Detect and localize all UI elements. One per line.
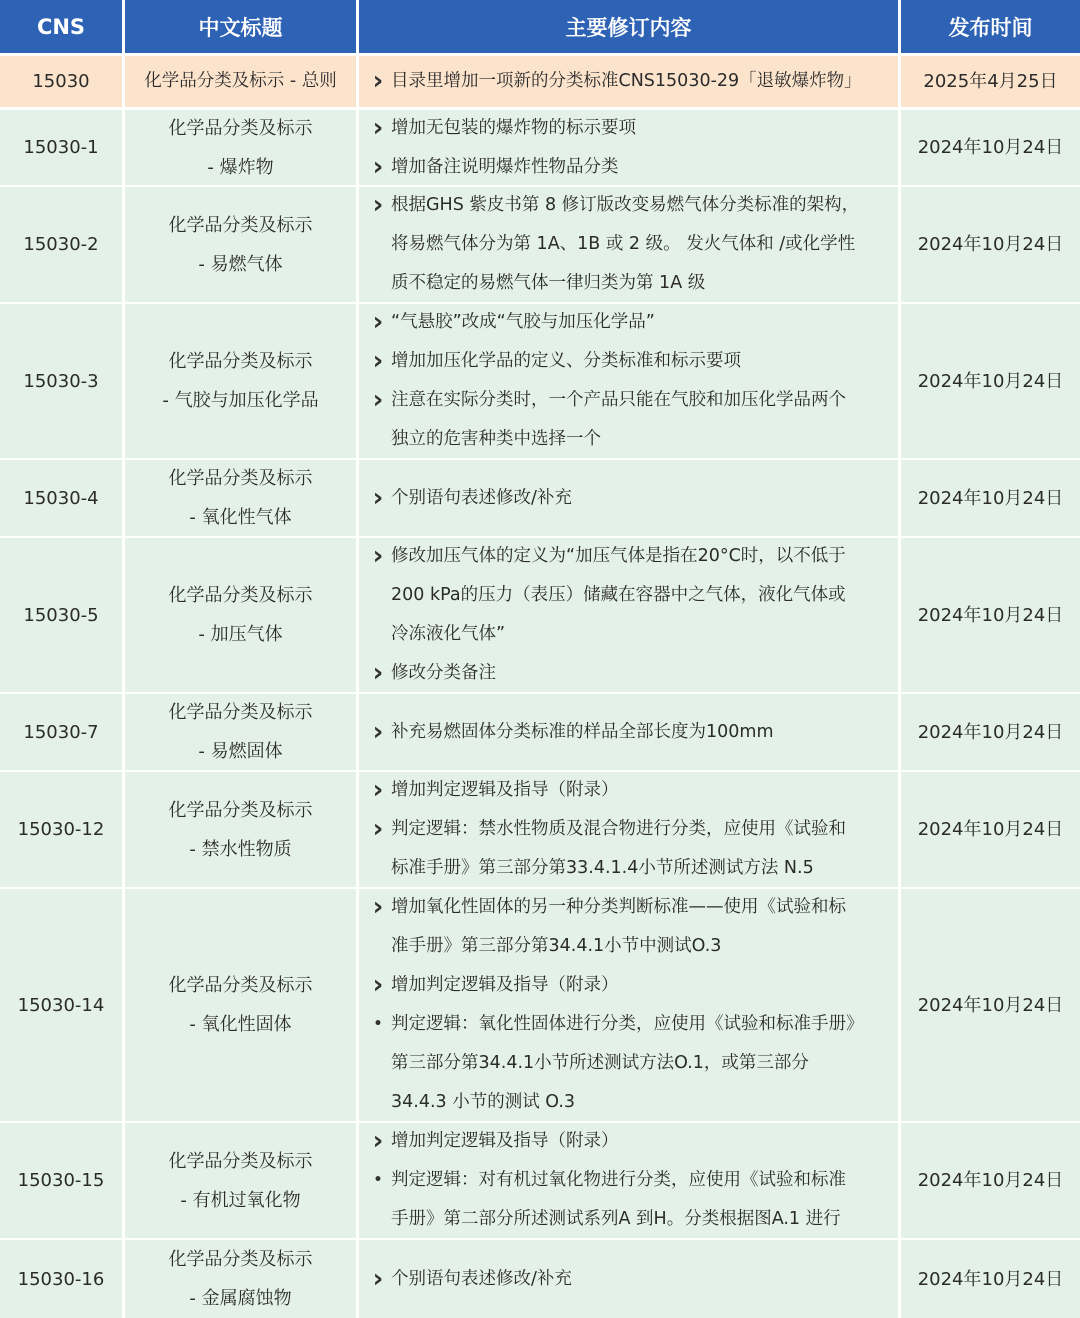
title-line: 化学品分类及标示 — [168, 214, 313, 236]
title-cell — [125, 772, 356, 887]
table-row — [0, 110, 1080, 185]
table-header — [0, 0, 1080, 53]
revision-item-text: 增加备注说明爆炸性物品分类 — [391, 156, 619, 177]
chevron-right-icon: › — [372, 1263, 384, 1294]
table-row — [0, 772, 1080, 887]
revision-content-cell — [359, 110, 898, 185]
release-date-cell: 2024年10月24日 — [901, 772, 1080, 887]
revision-item — [365, 186, 898, 303]
revision-item — [365, 810, 898, 888]
title-cell — [125, 1240, 356, 1318]
chevron-right-icon: › — [372, 151, 384, 182]
table-row — [0, 56, 1080, 107]
revision-content-cell — [359, 304, 898, 458]
revision-item — [365, 966, 898, 1005]
chevron-right-icon: › — [372, 346, 384, 376]
chevron-right-icon: › — [372, 658, 384, 688]
revision-content-cell — [359, 187, 898, 302]
cns-cell: 15030-7 — [0, 694, 122, 770]
title-line: - 爆炸物 — [207, 156, 274, 178]
title-cell — [125, 889, 356, 1121]
title-line: 化学品分类及标示 — [168, 975, 313, 996]
revision-item — [365, 381, 898, 459]
revision-content-cell — [359, 694, 898, 770]
revision-item-text: 增加氧化性固体的另一种分类判断标准——使用《试验和标 准手册》第三部分第34.4.1小节中测试O.3 — [391, 897, 846, 956]
title-line: 化学品分类及标示 — [168, 468, 313, 489]
cns-cell: 15030-4 — [0, 460, 122, 536]
revision-item — [365, 888, 898, 966]
revision-item — [365, 342, 898, 381]
revision-item — [365, 109, 898, 148]
revision-item-text: 个别语句表述修改/补充 — [391, 487, 572, 508]
header-release-date: 发布时间 — [901, 0, 1080, 53]
title-line: - 氧化性气体 — [189, 507, 292, 528]
title-line: - 禁水性物质 — [189, 838, 292, 860]
revision-item-text: 增加判定逻辑及指导（附录） — [391, 780, 619, 800]
cns-cell: 15030-5 — [0, 538, 122, 692]
title-line: 化学品分类及标示 - 总则 — [144, 71, 337, 91]
title-cell — [125, 1123, 356, 1238]
release-date-cell: 2024年10月24日 — [901, 110, 1080, 185]
title-line: 化学品分类及标示 — [168, 799, 313, 821]
cns-cell: 15030-2 — [0, 187, 122, 302]
revision-item-text: 注意在实际分类时，一个产品只能在气胶和加压化学品两个 独立的危害种类中选择一个 — [391, 390, 846, 449]
chevron-right-icon: › — [372, 892, 384, 922]
title-line: 化学品分类及标示 — [168, 1150, 313, 1172]
chevron-right-icon: › — [372, 716, 384, 747]
revision-item — [365, 1161, 898, 1239]
title-line: - 氧化性固体 — [189, 1014, 292, 1035]
chevron-right-icon: › — [372, 775, 384, 805]
title-cell — [125, 694, 356, 770]
revision-content-cell — [359, 1123, 898, 1238]
revision-content-cell — [359, 1240, 898, 1318]
revision-content-cell — [359, 460, 898, 536]
table-row — [0, 187, 1080, 302]
release-date-cell: 2024年10月24日 — [901, 889, 1080, 1121]
revision-item-text: 增加无包装的爆炸物的标示要项 — [391, 117, 636, 138]
table-row — [0, 889, 1080, 1121]
revision-content-cell — [359, 889, 898, 1121]
revision-item — [365, 771, 898, 810]
release-date-cell: 2024年10月24日 — [901, 1240, 1080, 1318]
revision-item-text: 修改分类备注 — [391, 663, 496, 683]
title-line: - 易燃气体 — [198, 253, 283, 275]
table-row — [0, 304, 1080, 458]
chevron-right-icon: › — [372, 1126, 384, 1156]
title-line: 化学品分类及标示 — [168, 1249, 313, 1270]
cns-cell: 15030-16 — [0, 1240, 122, 1318]
release-date-cell: 2024年10月24日 — [901, 187, 1080, 302]
revision-item-text: 补充易燃固体分类标准的样品全部长度为100mm — [391, 721, 774, 742]
revision-item-text: 判定逻辑：对有机过氧化物进行分类，应使用《试验和标准 手册》第二部分所述测试系列A 到H。分类根据图A.1 进行 — [391, 1170, 846, 1229]
chevron-right-icon: › — [372, 541, 384, 571]
revision-content-cell — [359, 772, 898, 887]
table-row — [0, 1240, 1080, 1318]
revision-item — [365, 1122, 898, 1161]
revision-item-text: “气悬胶”改成“气胶与加压化学品” — [391, 312, 655, 332]
header-main-revisions: 主要修订内容 — [359, 0, 898, 53]
cns-cell: 15030-12 — [0, 772, 122, 887]
release-date-cell: 2024年10月24日 — [901, 304, 1080, 458]
revision-item — [365, 1260, 898, 1299]
header-cns: CNS — [0, 0, 122, 53]
chevron-right-icon: › — [372, 385, 384, 415]
revision-item-text: 根据GHS 紫皮书第 8 修订版改变易燃气体分类标准的架构， 将易燃气体分为第 1A、1B 或 2 级。 发火气体和 /或化学性 质不稳定的易燃气体一律归类为第 1A 级 — [391, 195, 860, 293]
chevron-right-icon: › — [372, 66, 384, 96]
revision-item-text: 判定逻辑：禁水性物质及混合物进行分类，应使用《试验和 标准手册》第三部分第33.4.1.4小节所述测试方法 N.5 — [391, 819, 846, 878]
cns-cell: 15030-15 — [0, 1123, 122, 1238]
revision-item-text: 判定逻辑：氧化性固体进行分类，应使用《试验和标准手册》 第三部分第34.4.1小节所述测试方法O.1，或第三部分 34.4.3 小节的测试 O.3 — [391, 1014, 864, 1112]
release-date-cell: 2024年10月24日 — [901, 538, 1080, 692]
bullet-icon: • — [373, 1172, 383, 1188]
chevron-right-icon: › — [372, 814, 384, 844]
table-row — [0, 1123, 1080, 1238]
cns-cell: 15030-3 — [0, 304, 122, 458]
chevron-right-icon: › — [372, 482, 384, 513]
cns-cell: 15030-14 — [0, 889, 122, 1121]
revision-item-text: 个别语句表述修改/补充 — [391, 1268, 572, 1289]
table-row — [0, 460, 1080, 536]
cns-cell: 15030 — [0, 56, 122, 107]
revision-item — [365, 479, 898, 518]
title-line: 化学品分类及标示 — [168, 585, 313, 606]
revision-item-text: 修改加压气体的定义为“加压气体是指在20°C时，以不低于 200 kPa的压力（表压）储藏在容器中之气体，液化气体或 冷冻液化气体” — [391, 546, 846, 644]
chevron-right-icon: › — [372, 112, 384, 143]
title-cell — [125, 56, 356, 107]
release-date-cell: 2025年4月25日 — [901, 56, 1080, 107]
release-date-cell: 2024年10月24日 — [901, 460, 1080, 536]
title-line: 化学品分类及标示 — [168, 117, 313, 139]
title-line: 化学品分类及标示 — [168, 351, 313, 372]
release-date-cell: 2024年10月24日 — [901, 1123, 1080, 1238]
title-cell — [125, 187, 356, 302]
table-row — [0, 694, 1080, 770]
revision-item-text: 增加判定逻辑及指导（附录） — [391, 975, 619, 995]
revision-item-text: 增加加压化学品的定义、分类标准和标示要项 — [391, 351, 741, 371]
title-line: - 气胶与加压化学品 — [162, 390, 319, 411]
revision-item — [365, 1005, 898, 1122]
table-row — [0, 538, 1080, 692]
revision-item-text: 目录里增加一项新的分类标准CNS15030-29「退敏爆炸物」 — [391, 71, 862, 91]
cns-cell: 15030-1 — [0, 110, 122, 185]
revision-item — [365, 654, 898, 693]
header-chinese-title: 中文标题 — [125, 0, 356, 53]
revision-item — [365, 713, 898, 752]
chevron-right-icon: › — [372, 190, 384, 220]
title-line: - 有机过氧化物 — [180, 1189, 301, 1211]
revision-item — [365, 303, 898, 342]
title-line: - 金属腐蚀物 — [189, 1288, 292, 1309]
revision-item — [365, 62, 898, 101]
revision-item — [365, 537, 898, 654]
title-cell — [125, 460, 356, 536]
title-cell — [125, 538, 356, 692]
chevron-right-icon: › — [372, 307, 384, 337]
title-cell — [125, 110, 356, 185]
release-date-cell: 2024年10月24日 — [901, 694, 1080, 770]
bullet-icon: • — [373, 1016, 383, 1032]
title-line: - 加压气体 — [198, 624, 283, 645]
revision-content-cell — [359, 538, 898, 692]
title-line: 化学品分类及标示 — [168, 702, 313, 723]
title-line: - 易燃固体 — [198, 741, 283, 762]
title-cell — [125, 304, 356, 458]
revision-item — [365, 148, 898, 187]
revision-item-text: 增加判定逻辑及指导（附录） — [391, 1131, 619, 1151]
chevron-right-icon: › — [372, 970, 384, 1000]
revision-content-cell — [359, 56, 898, 107]
